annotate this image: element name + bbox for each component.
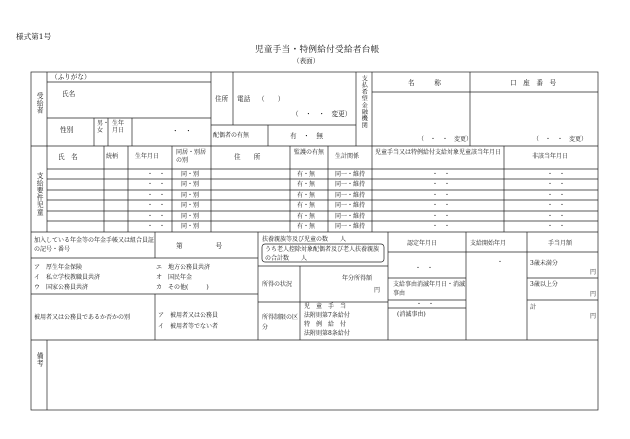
children-section-label: 支給要件児童: [35, 172, 44, 216]
termination-reason-field[interactable]: (消滅事由): [397, 311, 426, 318]
pension-type-e-key: オ: [156, 274, 163, 281]
pension-type-a[interactable]: 厚生年金保険: [46, 264, 83, 271]
eligibility-date-field[interactable]: ・ ・: [432, 213, 451, 220]
custody-option[interactable]: 有・無: [297, 192, 316, 199]
income-limit-label: 所得制限の区分: [262, 314, 299, 331]
limit-item-article7[interactable]: 法附則第7条給付: [304, 312, 350, 319]
remarks-label: 備考: [35, 352, 44, 367]
custody-option[interactable]: 有・無: [297, 213, 316, 220]
custody-option[interactable]: 有・無: [297, 181, 316, 188]
ineligible-date-field[interactable]: ・ ・: [547, 181, 566, 188]
certification-date-header: 認定年月日: [407, 240, 438, 247]
limit-item-special[interactable]: 特 例 給 付: [304, 321, 347, 328]
pension-type-e[interactable]: 国民年金: [168, 274, 193, 281]
pension-type-f[interactable]: その他( ): [168, 284, 209, 291]
bank-section-label: 支払希望金融機関: [360, 75, 368, 129]
payment-start-header: 支給開始年月: [470, 240, 507, 247]
page-title: 児童手当・特例給付受給者台帳: [255, 45, 380, 55]
total-yen: 円: [590, 313, 597, 320]
child-address-header: 住 所: [234, 153, 261, 161]
child-name-header: 氏 名: [58, 153, 78, 161]
pension-type-d-key: エ: [156, 264, 163, 271]
ineligible-date-field[interactable]: ・ ・: [547, 192, 566, 199]
recipient-section-label: 受給者: [35, 92, 44, 114]
child-birth-field[interactable]: ・ ・: [147, 223, 166, 230]
termination-date-field[interactable]: ・ ・: [416, 301, 435, 308]
account-change-date[interactable]: （ ・ ・ 変更）: [533, 136, 588, 143]
eligibility-date-field[interactable]: ・ ・: [432, 181, 451, 188]
cohabitation-option[interactable]: 同・別: [181, 171, 200, 178]
phone-field[interactable]: （ ）: [258, 95, 285, 103]
pension-header: 加入している年金等の年金手帳又は組合員証の記号・番号: [34, 237, 155, 253]
spouse-label: 配偶者の有無: [213, 132, 250, 139]
under3-label: 3歳未満分: [530, 260, 558, 267]
livelihood-option[interactable]: 同一・維持: [335, 181, 366, 188]
ineligible-date-field[interactable]: ・ ・: [547, 213, 566, 220]
child-birth-header: 生年月日: [135, 153, 160, 160]
relation-header: 続柄: [106, 153, 119, 160]
insured-a-key: ア: [158, 312, 165, 319]
custody-option[interactable]: 有・無: [297, 171, 316, 178]
address-label: 住所: [215, 95, 229, 103]
dependents-count[interactable]: 扶養親族等及び児童の数 人: [262, 236, 347, 243]
child-birth-field[interactable]: ・ ・: [147, 202, 166, 209]
cohabitation-option[interactable]: 同・別: [181, 213, 200, 220]
ineligible-date-header: 非該当年月日: [532, 153, 569, 160]
over3-label: 3歳以上分: [530, 281, 558, 288]
cohabitation-option[interactable]: 同・別: [181, 223, 200, 230]
limit-item-child-allowance[interactable]: 児 童 手 当: [304, 303, 347, 310]
total-label: 計: [530, 304, 537, 311]
over3-yen: 円: [590, 291, 597, 298]
cohabitation-option[interactable]: 同・別: [181, 192, 200, 199]
insured-b-key: イ: [158, 323, 165, 330]
eligibility-date-header: 児童手当又は特例給付支給対象児童該当年月日: [375, 149, 502, 156]
custody-option[interactable]: 有・無: [297, 223, 316, 230]
ineligible-date-field[interactable]: ・ ・: [547, 171, 566, 178]
certification-date-field[interactable]: ・ ・: [415, 265, 434, 272]
livelihood-option[interactable]: 同一・維持: [335, 171, 366, 178]
ineligible-date-field[interactable]: ・ ・: [547, 223, 566, 230]
page-subtitle: （表面）: [293, 57, 320, 65]
under3-yen: 円: [590, 269, 597, 276]
payment-start-field[interactable]: ・: [497, 259, 504, 266]
termination-header: 支給事由消滅年月日・消滅事由: [393, 281, 466, 297]
income-label: 所得の状況: [262, 281, 293, 288]
cohabitation-option[interactable]: 同・別: [181, 202, 200, 209]
eligibility-date-field[interactable]: ・ ・: [432, 192, 451, 199]
insured-option-b[interactable]: 被用者等でない者: [170, 323, 219, 330]
phone-label: 電話: [237, 95, 251, 103]
cohabitation-option[interactable]: 同・別: [181, 181, 200, 188]
address-change-date[interactable]: （ ・ ・ 変更）: [292, 110, 352, 118]
furigana-label: （ふりがな）: [51, 73, 91, 81]
form-number: 様式第1号: [16, 32, 52, 41]
livelihood-option[interactable]: 同一・維持: [335, 202, 366, 209]
income-yen: 円: [374, 287, 381, 294]
insured-option-a[interactable]: 被用者又は公務員: [170, 312, 219, 319]
cohabitation-header: 同居・別居の別: [176, 149, 207, 165]
pension-type-b[interactable]: 私立学校教職員共済: [46, 274, 101, 281]
pension-type-b-key: イ: [34, 274, 41, 281]
ineligible-date-field[interactable]: ・ ・: [547, 202, 566, 209]
male-female-option[interactable]: 男・女: [97, 120, 110, 134]
pension-type-d[interactable]: 地方公務員共済: [168, 264, 211, 271]
livelihood-option[interactable]: 同一・維持: [335, 213, 366, 220]
pension-type-a-key: ア: [34, 264, 41, 271]
pension-type-f-key: カ: [156, 284, 163, 291]
account-number-header: 口 座 番 号: [510, 79, 557, 87]
livelihood-header: 生計関係: [335, 153, 360, 160]
bank-change-date[interactable]: （ ・ ・ 変更）: [418, 136, 473, 143]
limit-item-article8[interactable]: 法附則第8条給付: [304, 330, 350, 337]
monthly-amount-header: 手当月額: [548, 240, 573, 247]
child-birth-field[interactable]: ・ ・: [147, 181, 166, 188]
livelihood-option[interactable]: 同一・維持: [335, 192, 366, 199]
custody-header: 監護の有無: [294, 149, 325, 156]
birth-date-field[interactable]: ・ ・: [172, 127, 192, 135]
insured-question: 被用者又は公務員であるか否かの別: [34, 314, 131, 321]
elderly-dependents-count[interactable]: うち老人控除対象配偶者及び老人扶養親族の合計数 人: [265, 246, 380, 262]
child-birth-field[interactable]: ・ ・: [147, 213, 166, 220]
birth-date-label: 生年月日: [112, 120, 125, 134]
spouse-option[interactable]: 有 ・ 無: [290, 132, 323, 140]
child-birth-field[interactable]: ・ ・: [147, 171, 166, 178]
pension-type-c-key: ウ: [34, 284, 41, 291]
pension-type-c[interactable]: 国家公務員共済: [46, 284, 89, 291]
eligibility-date-field[interactable]: ・ ・: [432, 171, 451, 178]
eligibility-date-field[interactable]: ・ ・: [432, 223, 451, 230]
livelihood-option[interactable]: 同一・維持: [335, 223, 366, 230]
custody-option[interactable]: 有・無: [297, 202, 316, 209]
income-year-field[interactable]: 年分所得額: [342, 275, 373, 282]
eligibility-date-field[interactable]: ・ ・: [432, 202, 451, 209]
child-birth-field[interactable]: ・ ・: [147, 192, 166, 199]
bank-name-header: 名 称: [408, 79, 441, 87]
name-label: 氏名: [62, 90, 76, 98]
sex-label: 性別: [60, 126, 74, 134]
pension-number-field[interactable]: 第 号: [176, 242, 223, 250]
